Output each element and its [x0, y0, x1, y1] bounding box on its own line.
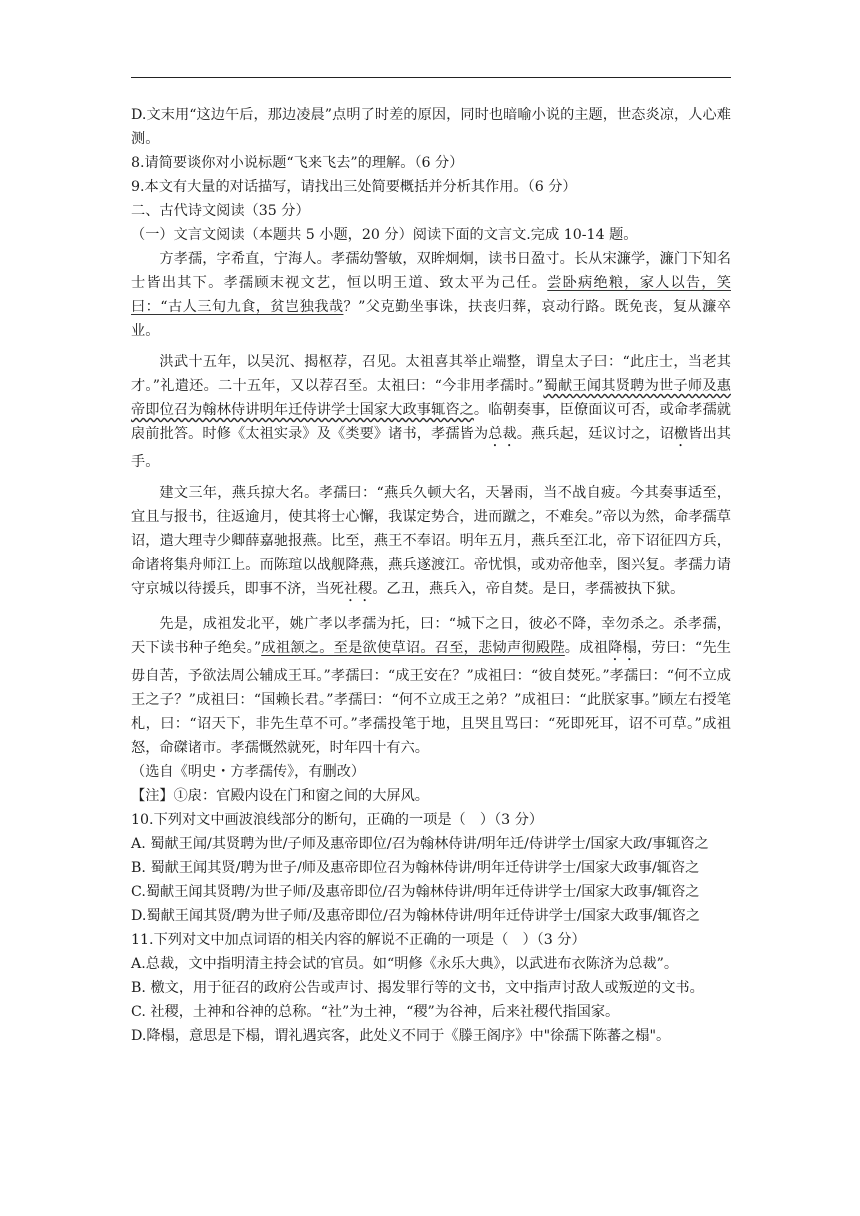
q10-option-a: A. 蜀献王闻/其贤聘为世/子师及惠帝即位/召为翰林侍讲/明年迁/侍讲学士/国家大政/事辄咨之 [131, 836, 709, 852]
passage-paragraph-2 [131, 350, 731, 474]
footnote: 【注】①扆：官殿内设在门和窗之间的大屏风。 [131, 788, 429, 804]
passage-text: 先是，成祖发北平，姚广孝以孝孺为托，曰：“城下之日，彼必不降，幸勿杀之。杀孝孺，天下读书种子绝矣。” [131, 616, 731, 656]
question-9: 9.本文有大量的对话描写，请找出三处简要概括并分析其作用。（6 分） [131, 179, 577, 195]
dotted-word-jiangta: 降榻 [608, 640, 638, 656]
dotted-word-sheji: 社稷 [343, 581, 373, 597]
q10-option-d: D.蜀献王闻其贤/聘为世子师/及惠帝即位/召为翰林侍讲/明年迁侍讲学士/国家大政事/辄咨之 [131, 908, 700, 924]
page-content [131, 103, 731, 1048]
passage-text: ？”父克勤坐事诛，扶丧归葬，哀动行路。既免丧，复从濂卒业。 [131, 299, 731, 339]
passage-paragraph-1 [131, 247, 731, 343]
q11-option-d: D.降榻，意思是下榻，谓礼遇宾客，此处义不同于《滕王阁序》中"徐孺下陈蕃之榻"。 [131, 1028, 671, 1044]
q10-option-c: C.蜀献王闻其贤聘/为世子师/及惠帝即位/召为翰林侍讲/明年迁侍讲学士/国家大政事/辄咨之 [131, 884, 700, 900]
dotted-word-xi: 檄 [673, 426, 689, 442]
underlined-sentence: 尝卧病绝粮，家人以告，笑曰：“古人三旬九食，贫岂独我哉 [131, 275, 731, 315]
question-8: 8.请简要谈你对小说标题“飞来飞去”的理解。（6 分） [131, 155, 464, 171]
underlined-sentence: 成祖颔之。至是欲使草诏。召至，悲恸声彻殿陛 [261, 640, 565, 656]
passage-text: 。成祖 [564, 640, 609, 656]
section-title: 二、古代诗文阅读（35 分） [131, 203, 310, 219]
passage-text: 。乙丑，燕兵入，帝自焚。是日，孝孺被执下狱。 [372, 581, 685, 597]
passage-text: 建文三年，燕兵掠大名。孝孺曰：“燕兵久顿大名，天暑雨，当不战自疲。今其奏事适至，宜且与报书，往返逾月，使其将士心懈，我谋定势合，进而蹴之，不难矣。”帝以为然，命孝孺草诏，遣大理寺少卿薛嘉驰报燕。比至，燕王不奉诏。明年五月，燕兵至江北，帝下诏征四方兵，命诸将集舟师江上。而陈瑄以战舰降燕，燕兵遂渡江。帝忧惧，或劝帝他幸，图兴复。孝孺力请守京城以待援兵，即事不济，当死 [131, 485, 731, 597]
q10-option-b: B. 蜀献王闻其贤/聘为世子/师及惠帝即位召为翰林侍讲/明年迁侍讲学士/国家大政事/辄咨之 [131, 860, 700, 876]
subsection-intro: （一）文言文阅读（本题共 5 小题，20 分）阅读下面的文言文.完成 10-14 题。 [131, 227, 638, 243]
passage-text: 皆出其手。 [131, 426, 731, 470]
passage-paragraph-3 [131, 481, 731, 605]
passage-text: 。临朝奏事，臣僚面议可否，或命孝孺就扆前批答。时修《太祖实录》及《类要》诸书，孝孺皆为 [131, 402, 731, 442]
dotted-word-zongcai: 总裁 [488, 426, 517, 442]
source-citation: （选自《明史・方孝孺传》，有删改） [131, 764, 366, 780]
passage-paragraph-4 [131, 612, 731, 760]
passage-text: 方孝孺，字希直，宁海人。孝孺幼警敏，双眸炯炯，读书日盈寸。长从宋濂学，濂门下知名士皆出其下。孝孺顾末视文艺，恒以明王道、致太平为己任。 [131, 251, 731, 291]
question-11-stem: 11.下列对文中加点词语的相关内容的解说不正确的一项是（ ）（3 分） [131, 932, 586, 948]
passage-text: ，劳曰：“先生毋自苦，予欲法周公辅成王耳。”孝孺曰：“成王安在？”成祖曰：“彼自焚死。”孝孺曰：“何不立成王之子？”成祖曰：“国赖长君。”孝孺曰：“何不立成王之弟？”成祖曰：“此朕家事。”顾左右授笔札，曰：“诏天下，非先生草不可。”孝孺投笔于地，且哭且骂曰：“死即死耳，诏不可草。”成祖怒，命磔诸市。孝孺慨然就死，时年四十有六。 [131, 640, 731, 756]
q11-option-a: A.总裁，文中指明清主持会试的官员。如“明修《永乐大典》，以武进布衣陈济为总裁”。 [131, 956, 679, 972]
q11-option-c: C. 社稷，土神和谷神的总称。“社”为土神，“稷”为谷神，后来社稷代指国家。 [131, 1004, 620, 1020]
header-rule [131, 77, 731, 78]
q11-option-b: B. 檄文，用于征召的政府公告或声讨、揭发罪行等的文书，文中指声讨敌人或叛逆的文书。 [131, 980, 704, 996]
passage-text: 洪武十五年，以吴沉、揭枢荐，召见。太祖喜其举止端整，谓皇太子曰：“此庄士，当老其才。”礼遣还。二十五年，又以荐召至。太祖曰：“今非用孝孺时。” [131, 354, 731, 394]
wavy-underlined-sentence: 蜀献王闻其贤聘为世子师及惠帝即位召为翰林侍讲明年迁侍讲学士国家大政事辄咨之 [131, 378, 731, 418]
question-10-stem: 10.下列对文中画波浪线部分的断句，正确的一项是（ ）（3 分） [131, 812, 544, 828]
passage-text: 。燕兵起，廷议讨之，诏 [516, 426, 674, 442]
q7-option-d: D.文末用“这边午后，那边凌晨”点明了时差的原因，同时也暗喻小说的主题，世态炎凉，人心难测。 [131, 107, 731, 147]
